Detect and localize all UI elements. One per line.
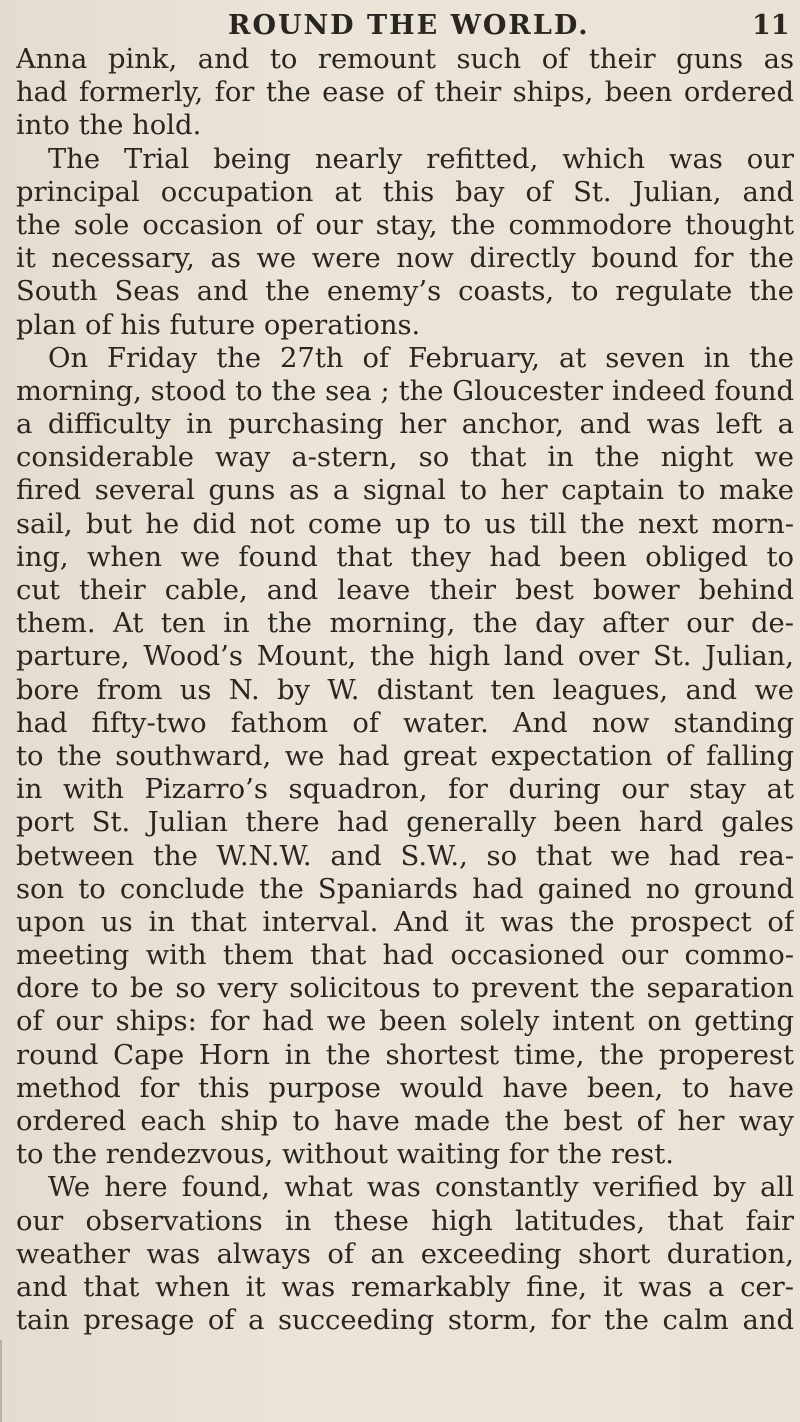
text-line: our observations in these high latitudes, that fair: [16, 1205, 794, 1237]
text-line: them. At ten in the morning, the day after our de-: [16, 608, 794, 640]
text-line: of our ships: for had we been solely intent on getting: [16, 1006, 794, 1038]
body-text: [16, 43, 794, 1337]
text-line: to the southward, we had great expectation of falling: [16, 740, 794, 772]
text-line: South Seas and the enemy’s coasts, to regulate the: [16, 276, 794, 308]
text-line: son to conclude the Spaniards had gained no ground: [16, 873, 794, 905]
text-line: dore to be so very solicitous to prevent the separation: [16, 973, 794, 1005]
text-line: a difficulty in purchasing her anchor, and was left a: [16, 409, 794, 441]
page-number: 11: [752, 10, 790, 41]
text-line: in with Pizarro’s squadron, for during our stay at: [16, 774, 794, 806]
text-line: meeting with them that had occasioned our commo-: [16, 940, 794, 972]
text-line: ing, when we found that they had been obliged to: [16, 541, 794, 573]
text-line: fired several guns as a signal to her captain to make: [16, 475, 794, 507]
text-line: ordered each ship to have made the best of her way: [16, 1106, 794, 1137]
text-line: principal occupation at this bay of St. Julian, and: [16, 176, 794, 208]
text-line: round Cape Horn in the shortest time, the properest: [16, 1039, 794, 1071]
text-line: morning, stood to the sea ; the Gloucester indeed found: [16, 375, 794, 407]
page-header: [0, 8, 800, 42]
text-line: cut their cable, and leave their best bower behind: [16, 575, 794, 606]
text-line: We here found, what was constantly verified by all: [48, 1172, 794, 1204]
running-head: ROUND THE WORLD.: [228, 10, 590, 41]
text-line: had fifty-two fathom of water. And now standing: [16, 707, 794, 739]
text-line: the sole occasion of our stay, the commodore thought: [16, 209, 794, 241]
text-line: and that when it was remarkably fine, it was a cer-: [16, 1271, 794, 1303]
text-line: to the rendezvous, without waiting for the rest.: [16, 1139, 674, 1171]
text-line: it necessary, as we were now directly bound for the: [16, 243, 794, 275]
text-line: between the W.N.W. and S.W., so that we had rea-: [16, 840, 794, 872]
text-line: port St. Julian there had generally been hard gales: [16, 807, 794, 839]
text-line: parture, Wood’s Mount, the high land over St. Julian,: [16, 641, 794, 673]
text-line: On Friday the 27th of February, at seven in the: [48, 342, 794, 374]
text-line: tain presage of a succeeding storm, for the calm and: [16, 1305, 794, 1337]
text-line: The Trial being nearly refitted, which was our: [48, 143, 794, 175]
text-line: considerable way a-stern, so that in the night we: [16, 442, 794, 474]
text-line: upon us in that interval. And it was the prospect of: [16, 906, 794, 938]
text-line: bore from us N. by W. distant ten leagues, and we: [16, 674, 794, 706]
text-line: had formerly, for the ease of their ships, been ordered: [16, 77, 794, 109]
text-line: plan of his future operations.: [16, 309, 421, 341]
text-line: method for this purpose would have been, to have: [16, 1072, 794, 1104]
text-line: into the hold.: [16, 110, 202, 142]
text-line: weather was always of an exceeding short duration,: [16, 1238, 794, 1270]
page-edge-shadow: [0, 1340, 2, 1422]
text-line: sail, but he did not come up to us till the next morn-: [16, 508, 794, 540]
text-line: Anna pink, and to remount such of their guns as: [16, 44, 794, 75]
